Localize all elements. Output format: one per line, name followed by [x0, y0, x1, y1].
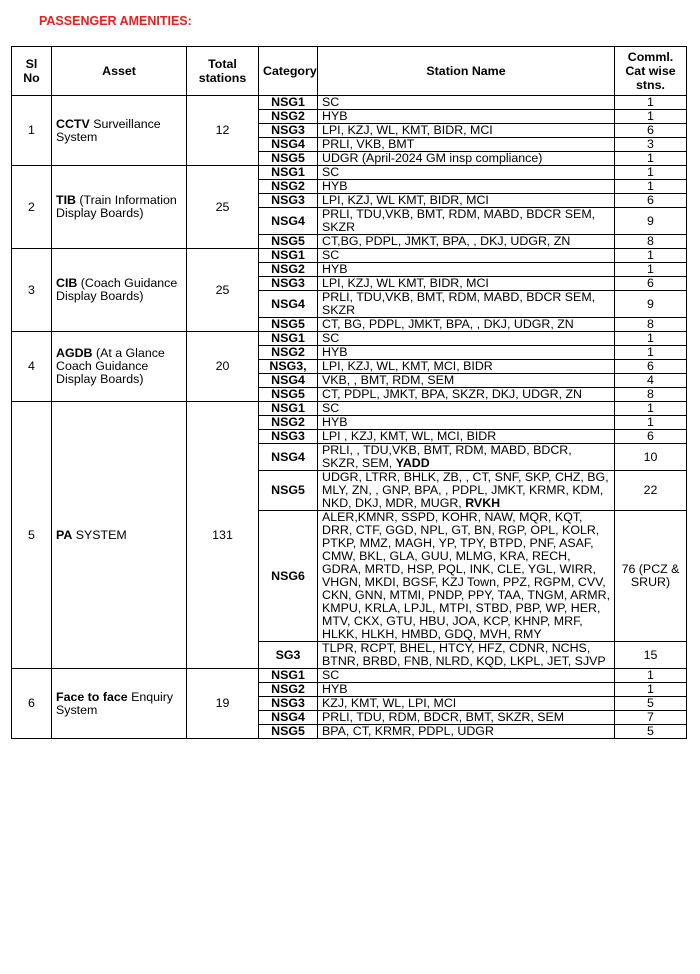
category-count-cell: 1 [615, 166, 687, 180]
station-name-cell [318, 332, 615, 346]
total-stations-cell: 19 [187, 669, 259, 739]
station-list: CT, PDPL, JMKT, BPA, SKZR, DKJ, UDGR, ZN [322, 387, 583, 401]
category-count-cell: 8 [615, 235, 687, 249]
category-count-cell: 8 [615, 388, 687, 402]
category-cell: NSG5 [259, 235, 318, 249]
category-count-cell: 5 [615, 725, 687, 739]
category-count-cell: 1 [615, 180, 687, 194]
station-name-cell [318, 471, 615, 511]
category-count-cell: 76 (PCZ & SRUR) [615, 511, 687, 642]
sl-no-cell: 5 [12, 402, 52, 669]
category-cell: NSG4 [259, 138, 318, 152]
total-stations-cell: 25 [187, 249, 259, 332]
station-list: HYB [322, 262, 348, 276]
station-name-cell [318, 194, 615, 208]
station-list: CT,BG, PDPL, JMKT, BPA, , DKJ, UDGR, ZN [322, 234, 571, 248]
category-count-cell: 1 [615, 669, 687, 683]
station-name-cell [318, 697, 615, 711]
station-list: VKB, , BMT, RDM, SEM [322, 373, 455, 387]
station-name-cell [318, 166, 615, 180]
station-list: BPA, CT, KRMR, PDPL, UDGR [322, 724, 494, 738]
asset-description: SYSTEM [75, 527, 127, 542]
category-count-cell: 9 [615, 291, 687, 318]
station-list: HYB [322, 345, 348, 359]
category-cell: NSG2 [259, 683, 318, 697]
category-cell: NSG5 [259, 152, 318, 166]
station-name-cell [318, 725, 615, 739]
station-list: ALER,KMNR, SSPD, KOHR, NAW, MQR, KQT, DRR, CTF, GGD, NPL, GT, BN, RGP, OPL, KOLR, PTKP, MMZ, MAGH, YP, TPY, BTPD, PNF, ASAF, CMW, BKL, GLA, GUU, MLMG, KRA, RECH, GDRA, MRTD, HSP, PQL, INK, CLE, YGL, WIRR, VHGN, MKDI, BGSF, KZJ Town, PPZ, RGPM, CVV, CKN, GNN, MTMI, PNDP, PPY, TAA, TNGM, ARMR, KMPU, KRLA, LPJL, MTPI, STBD, PBP, WP, HER, MTV, CKX, GTU, HBU, JOA, KCP, KHNP, MRF, HLKK, HLKH, HMBD, GDQ, MVH, RMY [322, 510, 611, 641]
station-name-cell [318, 152, 615, 166]
asset-cell [52, 96, 187, 166]
total-stations-cell: 20 [187, 332, 259, 402]
station-name-cell [318, 249, 615, 263]
category-count-cell: 6 [615, 277, 687, 291]
station-list: LPI, KZJ, WL KMT, BIDR, MCI [322, 276, 489, 290]
station-list: PRLI, TDU,VKB, BMT, RDM, MABD, BDCR SEM, SKZR [322, 207, 596, 234]
table-body [12, 96, 687, 739]
table-row [12, 402, 687, 416]
category-count-cell: 1 [615, 152, 687, 166]
category-count-cell: 3 [615, 138, 687, 152]
category-count-cell: 1 [615, 249, 687, 263]
total-stations-cell: 12 [187, 96, 259, 166]
station-name-cell [318, 235, 615, 249]
category-cell: NSG4 [259, 374, 318, 388]
station-list: HYB [322, 179, 348, 193]
station-name-cell [318, 444, 615, 471]
asset-name: PA [56, 527, 73, 542]
asset-description: (Coach Guidance Display Boards) [56, 276, 178, 303]
page-title: PASSENGER AMENITIES: [39, 14, 192, 28]
category-cell: NSG2 [259, 416, 318, 430]
station-list: LPI , KZJ, KMT, WL, MCI, BIDR [322, 429, 497, 443]
station-list: KZJ, KMT, WL, LPI, MCI [322, 696, 457, 710]
sl-no-cell: 4 [12, 332, 52, 402]
table-row [12, 249, 687, 263]
station-name-cell [318, 642, 615, 669]
header-total-stations: Total stations [187, 47, 259, 96]
category-count-cell: 6 [615, 430, 687, 444]
station-name-cell [318, 110, 615, 124]
station-list: SC [322, 668, 340, 682]
sl-no-cell: 1 [12, 96, 52, 166]
station-list: UDGR (April-2024 GM insp compliance) [322, 151, 543, 165]
station-list: LPI, KZJ, WL, KMT, BIDR, MCI [322, 123, 493, 137]
station-list: SC [322, 248, 340, 262]
station-list: PRLI, TDU,VKB, BMT, RDM, MABD, BDCR SEM, SKZR [322, 290, 596, 317]
header-comml-count: Comml. Cat wise stns. [615, 47, 687, 96]
asset-description: Enquiry System [56, 689, 174, 717]
category-cell: SG3 [259, 642, 318, 669]
category-cell: NSG1 [259, 332, 318, 346]
category-cell: NSG5 [259, 388, 318, 402]
category-cell: NSG3 [259, 124, 318, 138]
asset-description: (Train Information Display Boards) [56, 193, 177, 220]
asset-cell [52, 332, 187, 402]
station-name-cell [318, 669, 615, 683]
station-list: UDGR, LTRR, BHLK, ZB, , CT, SNF, SKP, CHZ, BG, MLY, ZN, , GNP, BPA, , PDPL, JMKT, KRMR, KDM, NKD, DKJ, MDR, MUGR, [322, 470, 609, 510]
station-list: TLPR, RCPT, BHEL, HTCY, HFZ, CDNR, NCHS, BTNR, BRBD, FNB, NLRD, KQD, LKPL, JET, SJVP [322, 641, 606, 668]
station-name-cell [318, 291, 615, 318]
station-list: LPI, KZJ, WL KMT, BIDR, MCI [322, 193, 489, 207]
station-list: HYB [322, 415, 348, 429]
asset-name: TIB [56, 193, 76, 207]
category-cell: NSG3 [259, 277, 318, 291]
category-count-cell: 1 [615, 346, 687, 360]
sl-no-cell: 6 [12, 669, 52, 739]
category-cell: NSG3, [259, 360, 318, 374]
category-cell: NSG5 [259, 725, 318, 739]
station-name-cell [318, 711, 615, 725]
asset-cell [52, 249, 187, 332]
station-name-cell [318, 511, 615, 642]
category-cell: NSG2 [259, 263, 318, 277]
asset-name: Face to face [56, 689, 128, 704]
table-row [12, 166, 687, 180]
category-count-cell: 6 [615, 124, 687, 138]
asset-name: CIB [56, 276, 78, 290]
category-cell: NSG5 [259, 318, 318, 332]
category-count-cell: 9 [615, 208, 687, 235]
sl-no-cell: 3 [12, 249, 52, 332]
table-row [12, 669, 687, 683]
station-highlight: YADD [395, 456, 430, 470]
category-cell: NSG1 [259, 669, 318, 683]
category-cell: NSG4 [259, 291, 318, 318]
asset-cell [52, 669, 187, 739]
category-count-cell: 7 [615, 711, 687, 725]
station-name-cell [318, 263, 615, 277]
asset-description: Surveillance System [56, 116, 161, 144]
station-list: HYB [322, 682, 348, 696]
category-count-cell: 15 [615, 642, 687, 669]
category-count-cell: 4 [615, 374, 687, 388]
category-cell: NSG3 [259, 430, 318, 444]
asset-description: (At a Glance Coach Guidance Display Boards) [56, 346, 165, 386]
category-cell: NSG3 [259, 194, 318, 208]
station-list: PRLI, , TDU,VKB, BMT, RDM, MABD, BDCR, SKZR, SEM, [322, 443, 572, 470]
station-name-cell [318, 180, 615, 194]
category-count-cell: 1 [615, 402, 687, 416]
station-name-cell [318, 124, 615, 138]
category-count-cell: 1 [615, 263, 687, 277]
station-name-cell [318, 430, 615, 444]
station-name-cell [318, 208, 615, 235]
station-name-cell [318, 683, 615, 697]
header-row [12, 47, 687, 96]
total-stations-cell: 25 [187, 166, 259, 249]
category-cell: NSG4 [259, 711, 318, 725]
station-list: SC [322, 165, 340, 179]
station-name-cell [318, 402, 615, 416]
category-count-cell: 1 [615, 683, 687, 697]
station-name-cell [318, 138, 615, 152]
category-count-cell: 1 [615, 332, 687, 346]
category-cell: NSG2 [259, 346, 318, 360]
table-row [12, 332, 687, 346]
station-name-cell [318, 318, 615, 332]
asset-cell [52, 402, 187, 669]
station-name-cell [318, 374, 615, 388]
station-name-cell [318, 277, 615, 291]
station-list: PRLI, TDU, RDM, BDCR, BMT, SKZR, SEM [322, 710, 565, 724]
station-name-cell [318, 360, 615, 374]
category-count-cell: 5 [615, 697, 687, 711]
category-cell: NSG1 [259, 402, 318, 416]
header-asset: Asset [52, 47, 187, 96]
sl-no-cell: 2 [12, 166, 52, 249]
category-cell: NSG4 [259, 444, 318, 471]
asset-name: AGDB [56, 346, 93, 360]
category-cell: NSG1 [259, 166, 318, 180]
category-cell: NSG5 [259, 471, 318, 511]
station-highlight: RVKH [465, 496, 501, 510]
category-cell: NSG1 [259, 96, 318, 110]
total-stations-cell: 131 [187, 402, 259, 669]
category-cell: NSG2 [259, 110, 318, 124]
category-count-cell: 1 [615, 96, 687, 110]
header-sl-no: Sl No [12, 47, 52, 96]
asset-name: CCTV [56, 116, 90, 131]
category-cell: NSG2 [259, 180, 318, 194]
category-count-cell: 1 [615, 416, 687, 430]
station-list: SC [322, 331, 340, 345]
station-name-cell [318, 388, 615, 402]
station-list: CT, BG, PDPL, JMKT, BPA, , DKJ, UDGR, ZN [322, 317, 574, 331]
asset-cell [52, 166, 187, 249]
header-category: Category [259, 47, 318, 96]
category-count-cell: 1 [615, 110, 687, 124]
category-cell: NSG3 [259, 697, 318, 711]
category-cell: NSG6 [259, 511, 318, 642]
station-name-cell [318, 346, 615, 360]
station-list: LPI, KZJ, WL, KMT, MCI, BIDR [322, 359, 493, 373]
category-count-cell: 8 [615, 318, 687, 332]
table-row [12, 96, 687, 110]
station-list: HYB [322, 109, 348, 123]
station-name-cell [318, 96, 615, 110]
station-list: SC [322, 401, 340, 415]
category-count-cell: 6 [615, 360, 687, 374]
category-cell: NSG4 [259, 208, 318, 235]
header-station-name: Station Name [318, 47, 615, 96]
category-count-cell: 10 [615, 444, 687, 471]
category-cell: NSG1 [259, 249, 318, 263]
station-name-cell [318, 416, 615, 430]
station-list: SC [322, 95, 340, 109]
amenities-table [11, 46, 687, 739]
station-list: PRLI, VKB, BMT [322, 137, 415, 151]
table-header [12, 47, 687, 96]
category-count-cell: 6 [615, 194, 687, 208]
category-count-cell: 22 [615, 471, 687, 511]
